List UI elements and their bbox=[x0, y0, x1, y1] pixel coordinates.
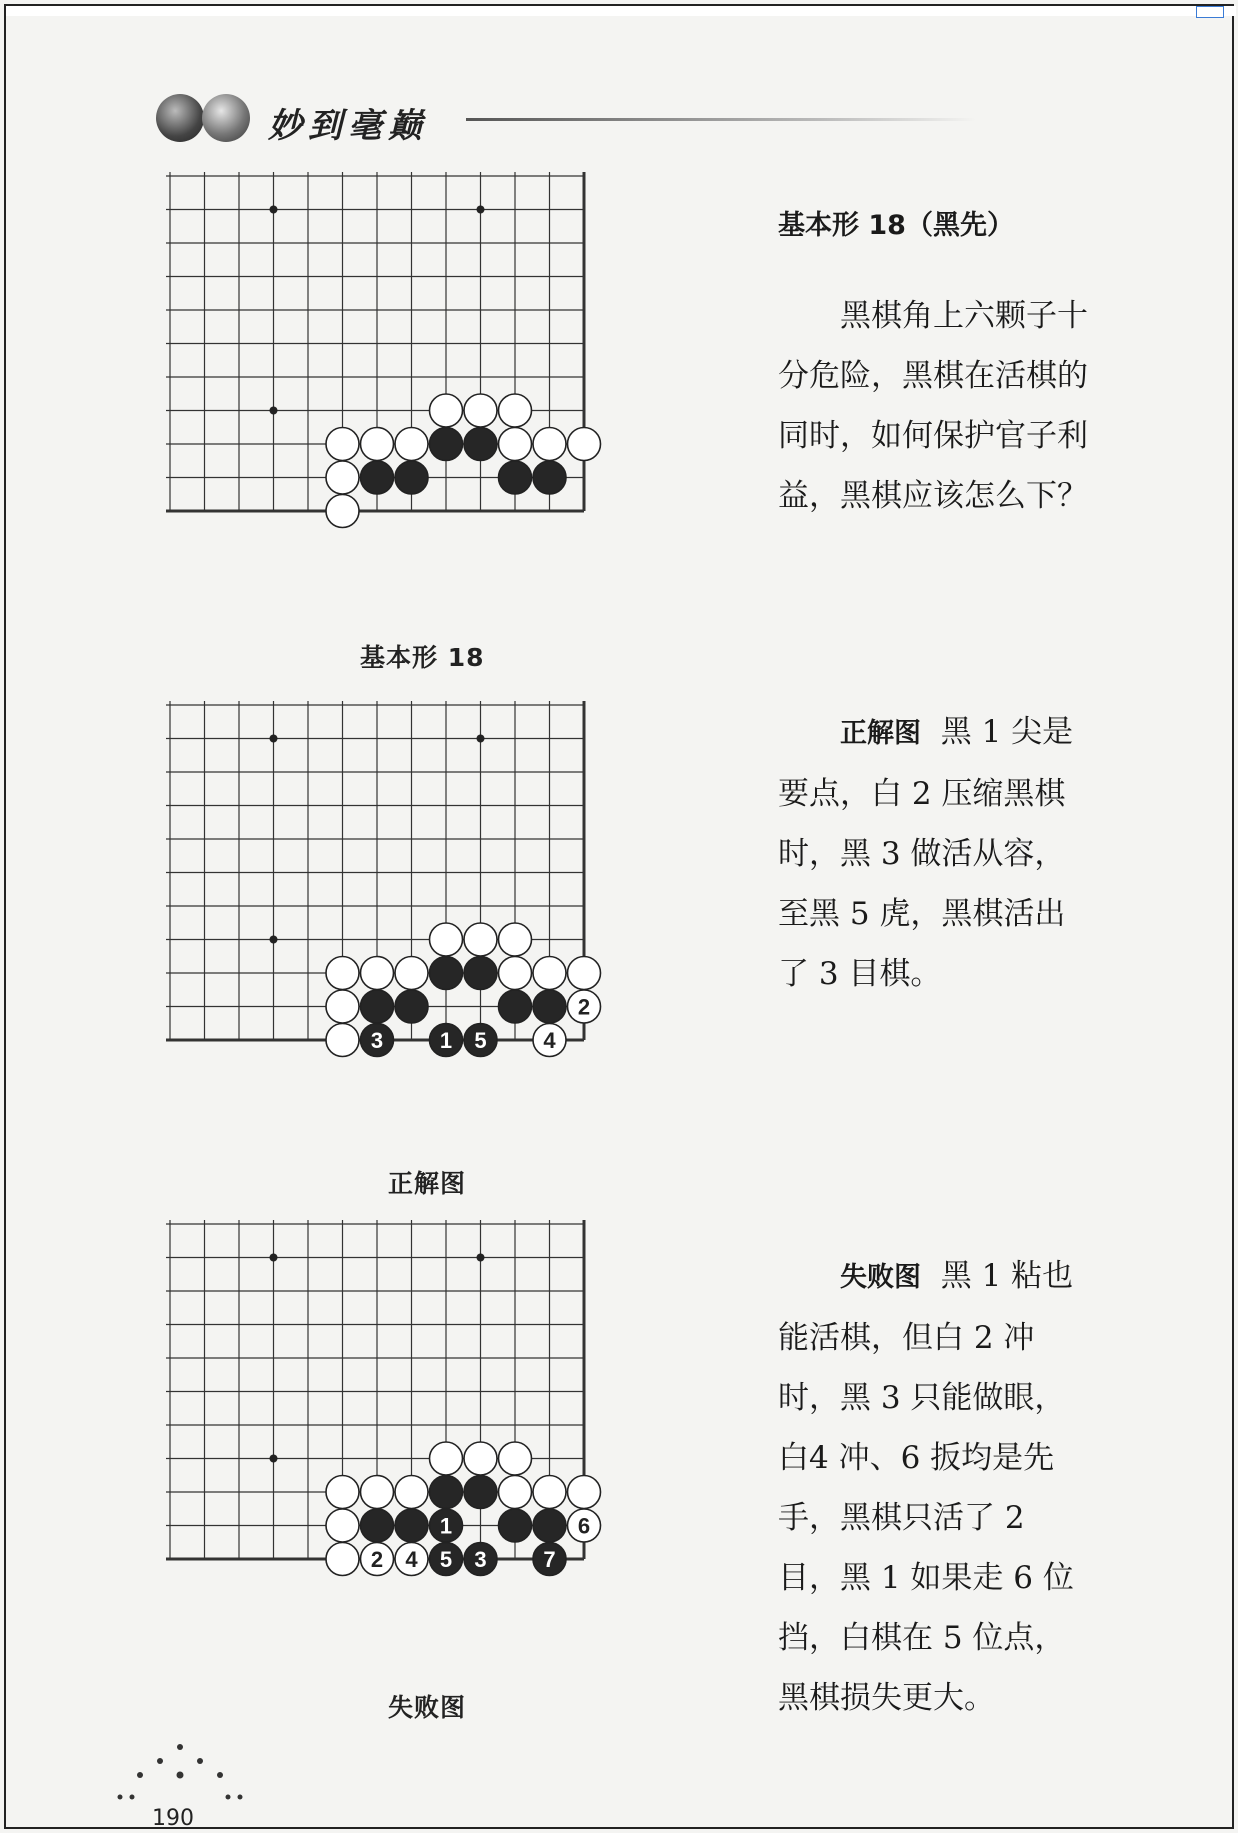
star-point bbox=[270, 1455, 278, 1463]
viewer-top-bar bbox=[6, 6, 1236, 16]
white-stone bbox=[499, 428, 532, 461]
move-number-label: 1 bbox=[439, 1513, 453, 1539]
black-stone bbox=[430, 1476, 463, 1509]
black-stone bbox=[361, 461, 394, 494]
white-stone bbox=[326, 1476, 359, 1509]
go-board-correct-solution bbox=[166, 699, 706, 1139]
page-number: 190 bbox=[152, 1806, 194, 1831]
move-number-label: 3 bbox=[370, 1028, 384, 1053]
white-stone bbox=[499, 1476, 532, 1509]
text-basic-shape bbox=[778, 196, 1096, 526]
black-stone bbox=[395, 461, 428, 494]
white-stone-logo-icon bbox=[202, 94, 250, 142]
move-number-label: 7 bbox=[543, 1547, 556, 1572]
figure-caption-failure-diagram: 失败图 bbox=[388, 1693, 467, 1722]
black-stone bbox=[395, 1509, 428, 1542]
white-stone bbox=[464, 923, 497, 956]
black-stone bbox=[533, 1509, 566, 1542]
section-body-correct-solution: 黑 1 尖是要点，白 2 压缩黑棋时，黑 3 做活从容，至黑 5 虎，黑棋活出了 3 目棋。 bbox=[778, 714, 1074, 992]
move-number-label: 2 bbox=[577, 994, 591, 1020]
white-stone bbox=[326, 1024, 359, 1057]
book-page bbox=[4, 4, 1234, 1829]
white-stone bbox=[499, 957, 532, 990]
move-number-label: 6 bbox=[577, 1513, 591, 1539]
black-stone bbox=[464, 957, 497, 990]
black-stone bbox=[499, 461, 532, 494]
star-point bbox=[270, 936, 278, 944]
star-point bbox=[477, 1254, 485, 1262]
black-stone bbox=[430, 428, 463, 461]
white-stone bbox=[499, 1442, 532, 1475]
white-stone bbox=[361, 957, 394, 990]
black-stone bbox=[464, 428, 497, 461]
page-number-ornament bbox=[110, 1739, 260, 1809]
white-stone bbox=[395, 1476, 428, 1509]
star-point bbox=[270, 407, 278, 415]
white-stone bbox=[361, 1476, 394, 1509]
white-stone bbox=[361, 428, 394, 461]
white-stone bbox=[464, 394, 497, 427]
white-stone bbox=[395, 428, 428, 461]
move-number-label: 5 bbox=[439, 1547, 453, 1572]
white-stone bbox=[430, 394, 463, 427]
star-point bbox=[477, 735, 485, 743]
white-stone bbox=[326, 957, 359, 990]
viewer-corner-button[interactable] bbox=[1196, 6, 1224, 18]
white-stone bbox=[568, 957, 601, 990]
black-stone bbox=[533, 461, 566, 494]
white-stone bbox=[326, 461, 359, 494]
white-stone bbox=[533, 428, 566, 461]
black-stone bbox=[395, 990, 428, 1023]
black-stone-logo-icon bbox=[156, 94, 204, 142]
black-stone bbox=[361, 990, 394, 1023]
white-stone bbox=[568, 428, 601, 461]
white-stone bbox=[326, 990, 359, 1023]
white-stone bbox=[326, 1543, 359, 1576]
white-stone bbox=[326, 428, 359, 461]
white-stone bbox=[395, 957, 428, 990]
star-point bbox=[270, 735, 278, 743]
text-correct-solution bbox=[778, 702, 1096, 1004]
text-failure-diagram bbox=[778, 1246, 1096, 1728]
move-number-label: 4 bbox=[405, 1547, 418, 1572]
header-rule bbox=[466, 118, 976, 121]
black-stone bbox=[499, 990, 532, 1023]
move-number-label: 1 bbox=[439, 1028, 453, 1053]
figure-caption-correct-solution: 正解图 bbox=[388, 1169, 467, 1198]
page-header bbox=[156, 94, 976, 150]
white-stone bbox=[499, 923, 532, 956]
black-stone bbox=[430, 957, 463, 990]
star-point bbox=[477, 206, 485, 214]
white-stone bbox=[326, 495, 359, 528]
move-number-label: 5 bbox=[474, 1028, 487, 1053]
white-stone bbox=[464, 1442, 497, 1475]
move-number-label: 2 bbox=[370, 1547, 384, 1572]
black-stone bbox=[533, 990, 566, 1023]
black-stone bbox=[499, 1509, 532, 1542]
star-point bbox=[270, 1254, 278, 1262]
book-title: 妙到毫巅 bbox=[268, 106, 428, 146]
move-number-label: 3 bbox=[474, 1547, 487, 1572]
section-heading-correct-solution: 正解图 bbox=[840, 718, 921, 749]
section-body-failure-diagram: 黑 1 粘也能活棋，但白 2 冲时，黑 3 只能做眼，白4 冲、6 扳均是先手，黑棋只活了 2 目，黑 1 如果走 6 位挡，白棋在 5 位点，黑棋损失更大。 bbox=[778, 1258, 1074, 1716]
go-board-basic-shape-18 bbox=[166, 170, 706, 610]
figure-caption-basic-shape: 基本形 18 bbox=[360, 643, 485, 672]
white-stone bbox=[568, 1476, 601, 1509]
white-stone bbox=[533, 957, 566, 990]
section-heading-basic-shape: 基本形 18（黑先） bbox=[778, 210, 1014, 241]
go-board-failure-diagram bbox=[166, 1218, 706, 1658]
section-body-basic-shape: 黑棋角上六颗子十分危险，黑棋在活棋的同时，如何保护官子利益，黑棋应该怎么下？ bbox=[778, 298, 1088, 514]
black-stone bbox=[361, 1509, 394, 1542]
white-stone bbox=[326, 1509, 359, 1542]
white-stone bbox=[430, 1442, 463, 1475]
star-point bbox=[270, 206, 278, 214]
white-stone bbox=[430, 923, 463, 956]
section-heading-failure-diagram: 失败图 bbox=[840, 1262, 921, 1293]
black-stone bbox=[464, 1476, 497, 1509]
white-stone bbox=[533, 1476, 566, 1509]
white-stone bbox=[499, 394, 532, 427]
move-number-label: 4 bbox=[543, 1028, 556, 1053]
